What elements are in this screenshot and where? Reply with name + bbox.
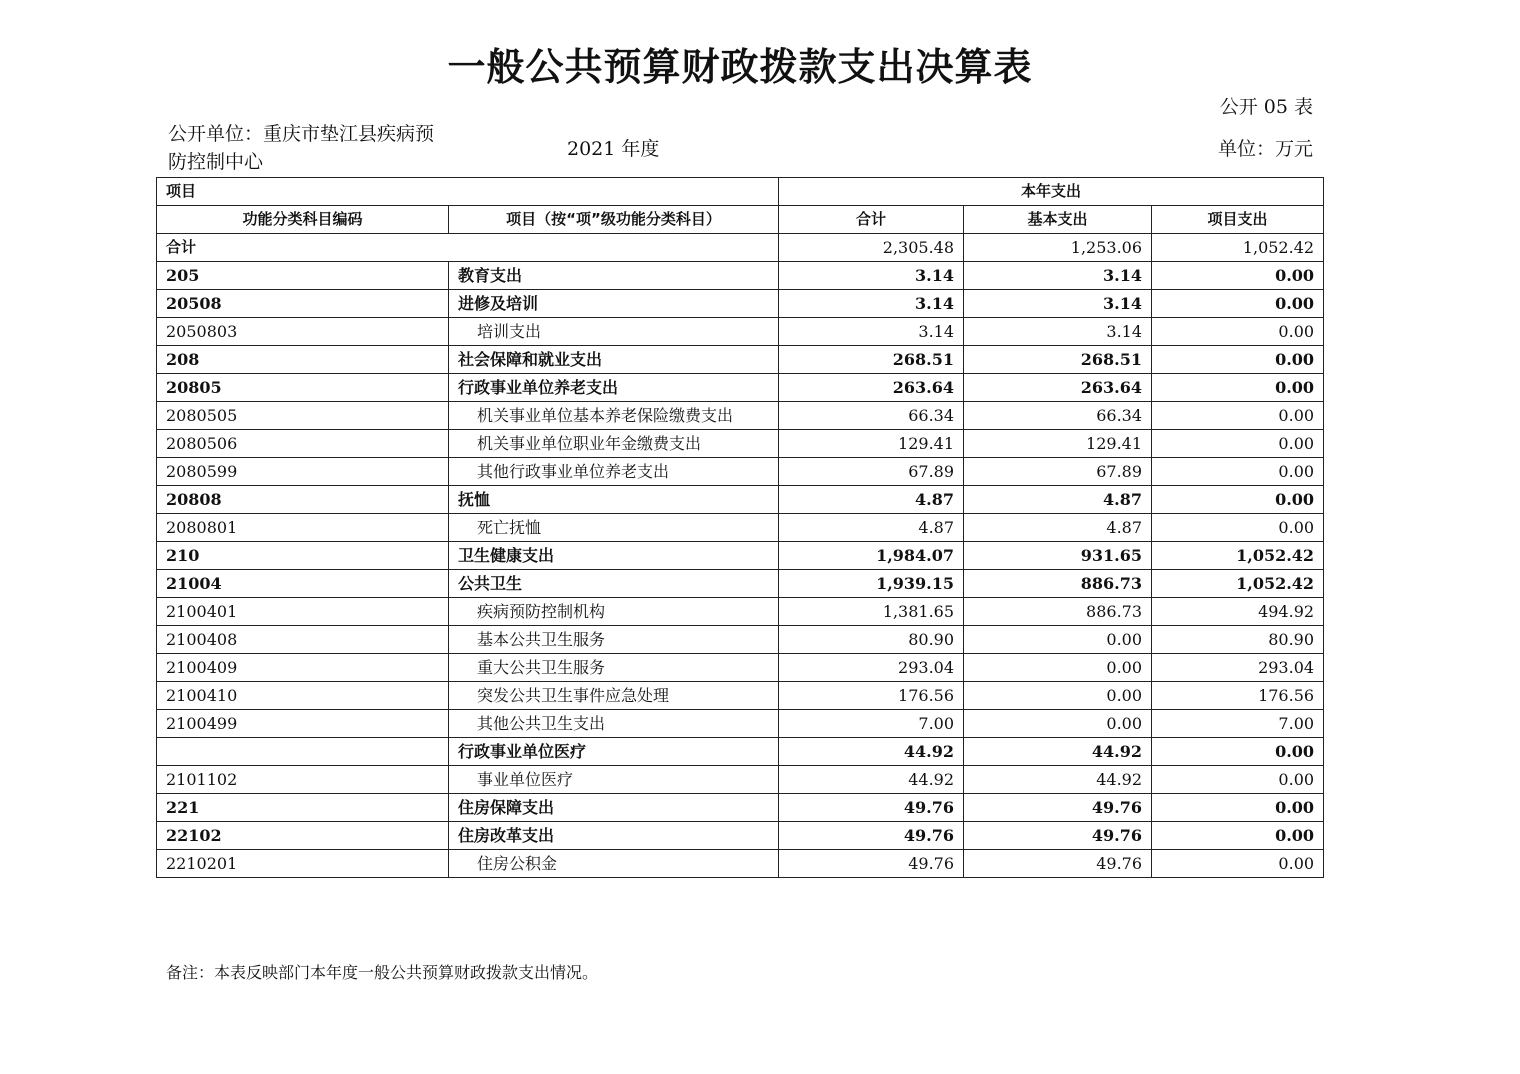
table-row	[157, 374, 1324, 402]
table-row	[157, 598, 1324, 626]
total-project: 1,052.42	[1152, 234, 1324, 262]
row-name: 疾病预防控制机构	[449, 598, 779, 626]
row-name: 社会保障和就业支出	[449, 346, 779, 374]
table-row	[157, 626, 1324, 654]
row-basic: 49.76	[964, 850, 1152, 878]
table-row	[157, 318, 1324, 346]
row-project: 0.00	[1152, 402, 1324, 430]
row-code: 210	[157, 542, 449, 570]
row-total: 129.41	[779, 430, 964, 458]
row-total: 176.56	[779, 682, 964, 710]
row-code: 2101102	[157, 766, 449, 794]
row-total: 7.00	[779, 710, 964, 738]
row-code: 2080599	[157, 458, 449, 486]
row-total: 3.14	[779, 262, 964, 290]
header-total: 合计	[779, 206, 964, 234]
row-basic: 66.34	[964, 402, 1152, 430]
total-value: 2,305.48	[779, 234, 964, 262]
table-row	[157, 346, 1324, 374]
row-name: 行政事业单位养老支出	[449, 374, 779, 402]
row-basic: 931.65	[964, 542, 1152, 570]
row-name: 卫生健康支出	[449, 542, 779, 570]
row-basic: 263.64	[964, 374, 1152, 402]
header-row-columns	[157, 206, 1324, 234]
row-project: 0.00	[1152, 430, 1324, 458]
row-project: 80.90	[1152, 626, 1324, 654]
total-row	[157, 234, 1324, 262]
row-project: 0.00	[1152, 318, 1324, 346]
row-total: 3.14	[779, 290, 964, 318]
header-row-top	[157, 178, 1324, 206]
header-code: 功能分类科目编码	[157, 206, 449, 234]
row-total: 4.87	[779, 486, 964, 514]
row-code: 2050803	[157, 318, 449, 346]
fiscal-year: 2021 年度	[567, 138, 660, 160]
row-basic: 49.76	[964, 822, 1152, 850]
table-row	[157, 654, 1324, 682]
row-total: 44.92	[779, 738, 964, 766]
header-item-name: 项目（按“项”级功能分类科目）	[449, 206, 779, 234]
table-row	[157, 794, 1324, 822]
row-basic: 0.00	[964, 626, 1152, 654]
row-name: 机关事业单位职业年金缴费支出	[449, 430, 779, 458]
row-code: 20805	[157, 374, 449, 402]
row-name: 住房改革支出	[449, 822, 779, 850]
row-basic: 44.92	[964, 766, 1152, 794]
row-name: 行政事业单位医疗	[449, 738, 779, 766]
header-basic: 基本支出	[964, 206, 1152, 234]
table-row	[157, 514, 1324, 542]
row-code: 2080801	[157, 514, 449, 542]
row-project: 176.56	[1152, 682, 1324, 710]
row-project: 7.00	[1152, 710, 1324, 738]
row-basic: 4.87	[964, 486, 1152, 514]
row-total: 1,939.15	[779, 570, 964, 598]
row-project: 0.00	[1152, 290, 1324, 318]
table-row	[157, 850, 1324, 878]
total-basic: 1,253.06	[964, 234, 1152, 262]
row-name: 重大公共卫生服务	[449, 654, 779, 682]
row-basic: 3.14	[964, 290, 1152, 318]
row-basic: 129.41	[964, 430, 1152, 458]
table-row	[157, 402, 1324, 430]
row-total: 268.51	[779, 346, 964, 374]
row-code: 2100401	[157, 598, 449, 626]
row-code: 221	[157, 794, 449, 822]
row-basic: 67.89	[964, 458, 1152, 486]
row-name: 死亡抚恤	[449, 514, 779, 542]
row-basic: 886.73	[964, 598, 1152, 626]
row-total: 49.76	[779, 794, 964, 822]
row-total: 80.90	[779, 626, 964, 654]
row-project: 0.00	[1152, 794, 1324, 822]
row-basic: 4.87	[964, 514, 1152, 542]
row-code: 2210201	[157, 850, 449, 878]
row-name: 培训支出	[449, 318, 779, 346]
row-code: 22102	[157, 822, 449, 850]
row-total: 44.92	[779, 766, 964, 794]
row-name: 住房保障支出	[449, 794, 779, 822]
table-row	[157, 542, 1324, 570]
row-name: 住房公积金	[449, 850, 779, 878]
row-project: 0.00	[1152, 766, 1324, 794]
row-total: 293.04	[779, 654, 964, 682]
row-basic: 3.14	[964, 318, 1152, 346]
row-name: 进修及培训	[449, 290, 779, 318]
table-row	[157, 430, 1324, 458]
row-total: 1,984.07	[779, 542, 964, 570]
header-project: 项目支出	[1152, 206, 1324, 234]
table-row	[157, 682, 1324, 710]
row-name: 教育支出	[449, 262, 779, 290]
expense-table	[156, 177, 1324, 878]
table-row	[157, 262, 1324, 290]
total-label: 合计	[157, 234, 779, 262]
row-basic: 886.73	[964, 570, 1152, 598]
table-row	[157, 710, 1324, 738]
row-project: 0.00	[1152, 262, 1324, 290]
row-total: 1,381.65	[779, 598, 964, 626]
footnote: 备注：本表反映部门本年度一般公共预算财政拨款支出情况。	[166, 963, 599, 982]
row-code: 205	[157, 262, 449, 290]
header-item: 项目	[157, 178, 779, 206]
row-total: 49.76	[779, 822, 964, 850]
row-name: 突发公共卫生事件应急处理	[449, 682, 779, 710]
row-name: 机关事业单位基本养老保险缴费支出	[449, 402, 779, 430]
row-project: 0.00	[1152, 822, 1324, 850]
row-name: 抚恤	[449, 486, 779, 514]
row-code: 208	[157, 346, 449, 374]
row-project: 1,052.42	[1152, 542, 1324, 570]
row-basic: 0.00	[964, 682, 1152, 710]
header-current-year-expense: 本年支出	[779, 178, 1324, 206]
row-project: 0.00	[1152, 514, 1324, 542]
row-code: 20508	[157, 290, 449, 318]
row-project: 0.00	[1152, 458, 1324, 486]
row-name: 公共卫生	[449, 570, 779, 598]
row-basic: 49.76	[964, 794, 1152, 822]
table-row	[157, 738, 1324, 766]
row-name: 事业单位医疗	[449, 766, 779, 794]
row-total: 3.14	[779, 318, 964, 346]
row-code: 2100410	[157, 682, 449, 710]
row-name: 基本公共卫生服务	[449, 626, 779, 654]
row-code: 2100499	[157, 710, 449, 738]
row-code: 20808	[157, 486, 449, 514]
row-project: 293.04	[1152, 654, 1324, 682]
row-code: 2080505	[157, 402, 449, 430]
row-total: 4.87	[779, 514, 964, 542]
row-code	[157, 738, 449, 766]
row-project: 1,052.42	[1152, 570, 1324, 598]
row-code: 2100409	[157, 654, 449, 682]
table-row	[157, 766, 1324, 794]
page-title: 一般公共预算财政拨款支出决算表	[447, 45, 1033, 89]
reporting-unit: 公开单位：重庆市垫江县疾病预防控制中心	[168, 123, 435, 173]
row-project: 0.00	[1152, 850, 1324, 878]
row-project: 0.00	[1152, 374, 1324, 402]
row-name: 其他公共卫生支出	[449, 710, 779, 738]
row-total: 67.89	[779, 458, 964, 486]
row-basic: 3.14	[964, 262, 1152, 290]
row-basic: 0.00	[964, 710, 1152, 738]
row-basic: 268.51	[964, 346, 1152, 374]
row-code: 2080506	[157, 430, 449, 458]
row-project: 0.00	[1152, 486, 1324, 514]
table-row	[157, 822, 1324, 850]
row-name: 其他行政事业单位养老支出	[449, 458, 779, 486]
row-total: 49.76	[779, 850, 964, 878]
row-project: 0.00	[1152, 346, 1324, 374]
row-basic: 0.00	[964, 654, 1152, 682]
row-code: 21004	[157, 570, 449, 598]
row-total: 66.34	[779, 402, 964, 430]
row-project: 0.00	[1152, 738, 1324, 766]
row-total: 263.64	[779, 374, 964, 402]
row-project: 494.92	[1152, 598, 1324, 626]
table-row	[157, 290, 1324, 318]
row-basic: 44.92	[964, 738, 1152, 766]
table-row	[157, 486, 1324, 514]
table-row	[157, 458, 1324, 486]
table-row	[157, 570, 1324, 598]
form-number: 公开 05 表	[1219, 96, 1313, 118]
row-code: 2100408	[157, 626, 449, 654]
currency-unit: 单位：万元	[1217, 138, 1313, 160]
